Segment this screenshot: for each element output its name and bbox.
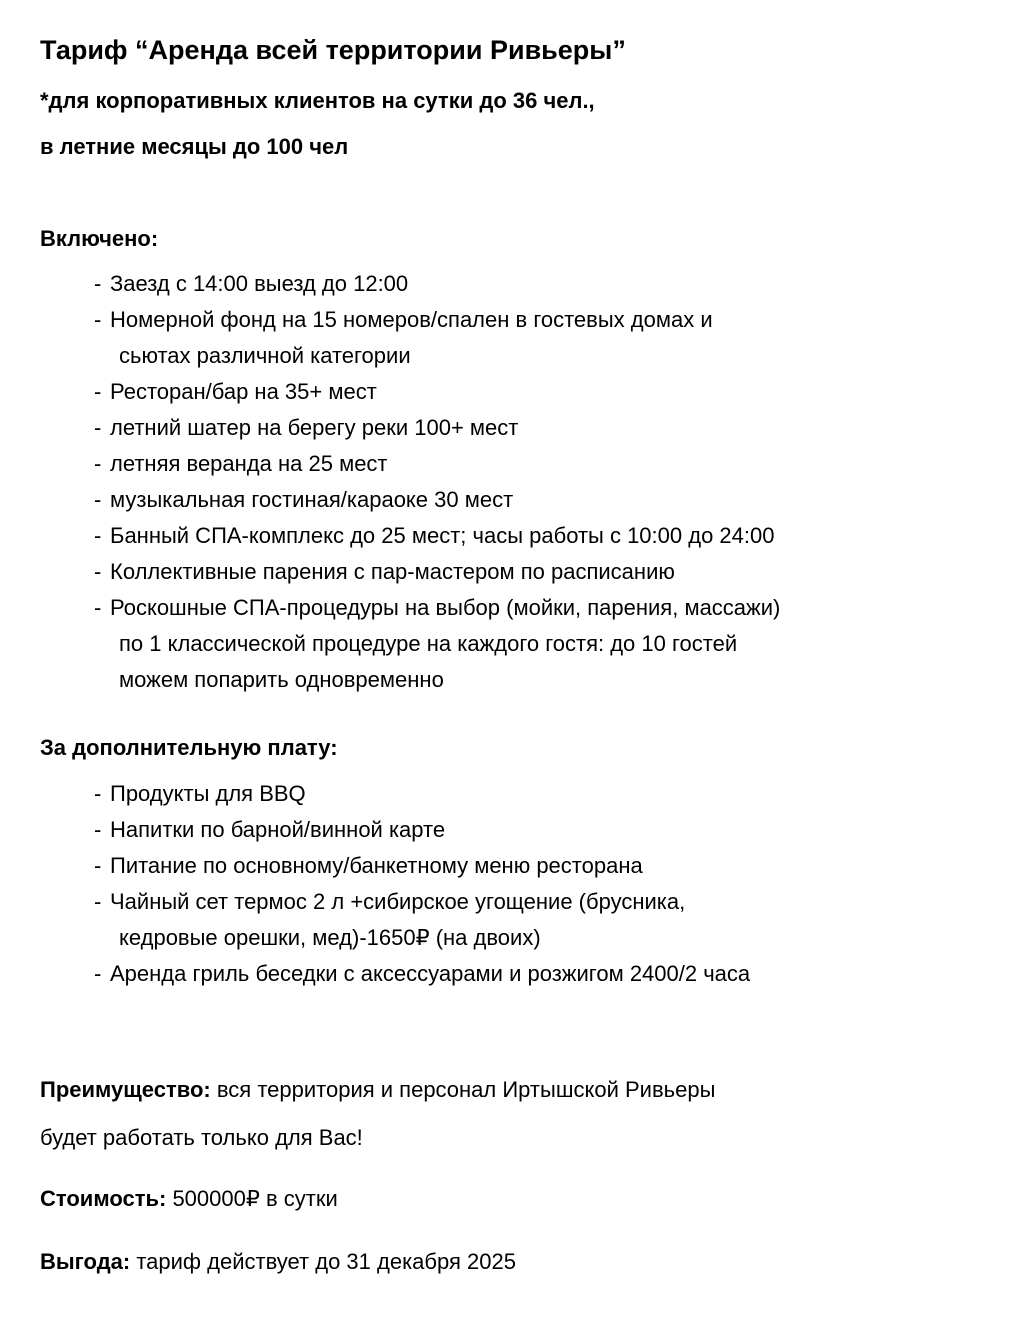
extra-item bbox=[94, 812, 974, 848]
included-item bbox=[94, 590, 974, 698]
benefit-paragraph bbox=[40, 1238, 940, 1286]
included-item-text: можем попарить одновременно bbox=[119, 667, 444, 692]
included-item-text: Банный СПА-комплекс до 25 мест; часы работы с 10:00 до 24:00 bbox=[110, 523, 775, 548]
included-item bbox=[94, 374, 974, 410]
advantage-text-line-1: вся территория и персонал Иртышской Ривьеры bbox=[210, 1077, 716, 1102]
included-item bbox=[94, 446, 974, 482]
benefit-label: Выгода: bbox=[40, 1249, 131, 1274]
extra-item-text: Чайный сет термос 2 л +сибирское угощение (брусника, bbox=[110, 889, 686, 914]
extra-item-text: Аренда гриль беседки с аксессуарами и розжигом 2400/2 часа bbox=[110, 961, 751, 986]
list-dash: - bbox=[94, 817, 102, 842]
included-item-text: летний шатер на берегу реки 100+ мест bbox=[110, 415, 519, 440]
included-item-text: Роскошные СПА-процедуры на выбор (мойки, парения, массажи) bbox=[110, 595, 781, 620]
benefit-text: тариф действует до 31 декабря 2025 bbox=[130, 1249, 516, 1274]
list-dash: - bbox=[94, 523, 102, 548]
list-dash: - bbox=[94, 853, 102, 878]
included-item-text: летняя веранда на 25 мест bbox=[110, 451, 388, 476]
extra-item bbox=[94, 848, 974, 884]
extra-item-text: кедровые орешки, мед)-1650₽ (на двоих) bbox=[119, 925, 541, 950]
included-item-text: Заезд с 14:00 выезд до 12:00 bbox=[110, 271, 409, 296]
included-item bbox=[94, 302, 974, 374]
included-item-text: сьютах различной категории bbox=[119, 343, 411, 368]
list-dash: - bbox=[94, 961, 102, 986]
included-list bbox=[94, 266, 974, 698]
included-item-text: Коллективные парения с пар-мастером по расписанию bbox=[110, 559, 675, 584]
included-item-text: Ресторан/бар на 35+ мест bbox=[110, 379, 377, 404]
included-item bbox=[94, 482, 974, 518]
extra-item-text: Напитки по барной/винной карте bbox=[110, 817, 446, 842]
list-dash: - bbox=[94, 307, 102, 332]
extra-item bbox=[94, 956, 974, 992]
list-dash: - bbox=[94, 451, 102, 476]
included-item bbox=[94, 410, 974, 446]
list-dash: - bbox=[94, 379, 102, 404]
list-dash: - bbox=[94, 271, 102, 296]
list-dash: - bbox=[94, 559, 102, 584]
extra-heading: За дополнительную плату: bbox=[40, 735, 338, 760]
extra-list bbox=[94, 776, 974, 992]
cost-label: Стоимость: bbox=[40, 1186, 167, 1211]
list-dash: - bbox=[94, 889, 102, 914]
included-item bbox=[94, 266, 974, 302]
extra-item-text: Продукты для BBQ bbox=[110, 781, 306, 806]
cost-paragraph bbox=[40, 1175, 940, 1223]
extra-item bbox=[94, 776, 974, 812]
subtitle-line-1: *для корпоративных клиентов на сутки до 36 чел., bbox=[40, 88, 595, 113]
extra-item bbox=[94, 884, 974, 956]
list-dash: - bbox=[94, 595, 102, 620]
subtitle-line-2: в летние месяцы до 100 чел bbox=[40, 134, 349, 159]
advantage-text-line-2: будет работать только для Вас! bbox=[40, 1125, 363, 1150]
included-item-text: Номерной фонд на 15 номеров/спален в гостевых домах и bbox=[110, 307, 713, 332]
extra-item-text: Питание по основному/банкетному меню ресторана bbox=[110, 853, 643, 878]
list-dash: - bbox=[94, 487, 102, 512]
cost-text: 500000₽ в сутки bbox=[166, 1186, 338, 1211]
list-dash: - bbox=[94, 781, 102, 806]
document-title: Тариф “Аренда всей территории Ривьеры” bbox=[40, 35, 626, 65]
advantage-paragraph bbox=[40, 1066, 940, 1162]
included-item-text: музыкальная гостиная/караоке 30 мест bbox=[110, 487, 514, 512]
included-item bbox=[94, 518, 974, 554]
advantage-label: Преимущество: bbox=[40, 1077, 211, 1102]
included-item-text: по 1 классической процедуре на каждого гостя: до 10 гостей bbox=[119, 631, 738, 656]
included-item bbox=[94, 554, 974, 590]
included-heading: Включено: bbox=[40, 226, 159, 251]
list-dash: - bbox=[94, 415, 102, 440]
